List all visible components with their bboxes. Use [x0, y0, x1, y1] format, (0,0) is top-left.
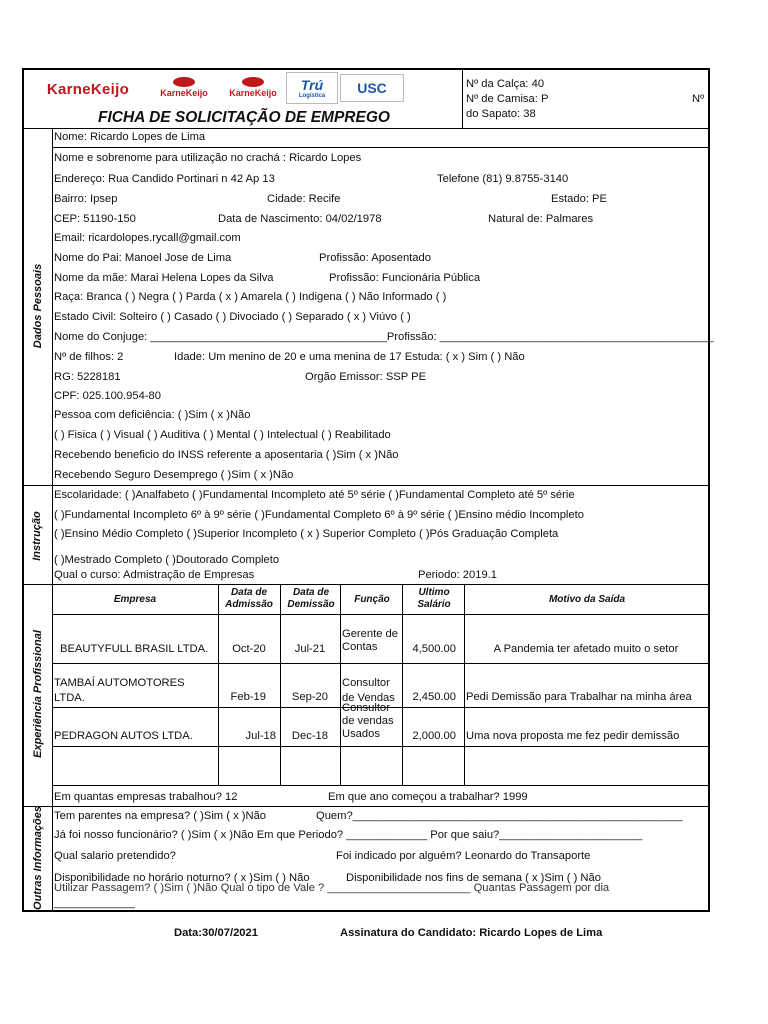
edu-periodo: Periodo: 2019.1: [418, 569, 497, 581]
other-passagem: Utilizar Passagem? ( )Sim ( )Não Qual o tipo de Vale ? _______________________ Quantas Passagem por dia: [54, 882, 610, 894]
section-label-column-line: [52, 128, 53, 910]
sapato-size: do Sapato: 38: [466, 108, 536, 120]
camisa-size: Nº de Camisa: P: [466, 93, 549, 105]
exp-row3-empresa: PEDRAGON AUTOS LTDA.: [54, 730, 193, 742]
other-indicado: Foi indicado por alguém? Leonardo do Transaporte: [336, 850, 591, 862]
exp-row1-admissao: Oct-20: [232, 643, 266, 655]
usc-logo: USC: [340, 74, 404, 102]
exp-col-line-3: [340, 584, 341, 785]
exp-header-empresa: Empresa: [113, 594, 157, 605]
field-natural: Natural de: Palmares: [488, 213, 594, 225]
exp-row1-motivo: A Pandemia ter afetado muito o setor: [493, 643, 679, 655]
exp-row2-salario: 2,450.00: [412, 691, 456, 703]
form-right-border: [708, 68, 710, 912]
field-pai: Nome do Pai: Manoel Jose de Lima: [54, 252, 232, 264]
footer-assinatura: Assinatura do Candidato: Ricardo Lopes de Lima: [340, 927, 603, 939]
field-telefone: Telefone (81) 9.8755-3140: [437, 173, 569, 185]
instrucao-section-end: [22, 584, 710, 585]
exp-section-end: [22, 806, 710, 807]
form-top-border: [22, 68, 710, 70]
field-profissao-mae: Profissão: Funcionária Pública: [329, 272, 481, 284]
calca-size: Nº da Calça: 40: [466, 78, 545, 90]
header-divider: [462, 68, 463, 128]
other-fins-semana: Disponibilidade nos fins de semana ( x )Sim ( ) Não: [346, 872, 601, 884]
field-cidade: Cidade: Recife: [267, 193, 341, 205]
field-estado-civil: Estado Civil: Solteiro ( ) Casado ( ) Divociado ( ) Separado ( x ) Viúvo ( ): [54, 311, 411, 323]
karnekeijo-emblem-icon: [242, 77, 264, 87]
section-label-dados: Dados Pessoais: [32, 263, 44, 349]
field-tipos-deficiencia: ( ) Fisica ( ) Visual ( ) Auditiva ( ) Mental ( ) Intelectual ( ) Reabilitado: [54, 429, 391, 441]
form-title: FICHA DE SOLICITAÇÃO DE EMPREGO: [98, 109, 390, 126]
exp-row3-salario: 2,000.00: [412, 730, 456, 742]
karnekeijo-logistica-logo: KarneKeijo: [150, 72, 218, 102]
field-mae: Nome da mãe: Marai Helena Lopes da Silva: [54, 272, 274, 284]
exp-row3-motivo: Uma nova proposta me fez pedir demissão: [466, 730, 680, 742]
edu-line-3: ( )Ensino Médio Completo ( )Superior Incompleto ( x ) Superior Completo ( )Pós Graduação Completa: [54, 528, 559, 540]
other-quem: Quem?_____________________________________________________: [316, 810, 683, 822]
field-estado: Estado: PE: [551, 193, 607, 205]
field-idade: Idade: Um menino de 20 e uma menina de 17 Estuda: ( x ) Sim ( ) Não: [174, 351, 525, 363]
other-parentes: Tem parentes na empresa? ( )Sim ( x )Não: [54, 810, 267, 822]
edu-line-1: Escolaridade: ( )Analfabeto ( )Fundamental Incompleto até 5º série ( )Fundamental Completo até 5º série: [54, 489, 575, 501]
exp-row3-admissao: Jul-18: [245, 730, 276, 742]
exp-header-admissao: Data de Admissão: [225, 587, 273, 610]
exp-row4-line: [52, 785, 708, 786]
exp-row2-admissao: Feb-19: [230, 691, 266, 703]
field-seguro: Recebendo Seguro Desemprego ( )Sim ( x )Não: [54, 469, 294, 481]
karnekeijo-logo: KarneKeijo: [46, 80, 130, 98]
header-bottom-line: [22, 128, 710, 129]
exp-row3-demissao: Dec-18: [291, 730, 328, 742]
exp-col-line-1: [218, 584, 219, 785]
tru-logistica-logo: Trú Logística: [286, 72, 338, 104]
exp-ano-inicio: Em que ano começou a trabalhar? 1999: [328, 791, 528, 803]
field-conjuge: Nome do Conjuge: ______________________________________Profissão: ____________________________________________: [54, 331, 714, 343]
exp-row2-motivo: Pedi Demissão para Trabalhar na minha área: [466, 691, 692, 703]
field-bairro: Bairro: Ipsep: [54, 193, 118, 205]
field-nome: Nome: Ricardo Lopes de Lima: [54, 131, 206, 143]
exp-row1-funcao: Gerente de Contas: [342, 628, 398, 653]
exp-row1-salario: 4,500.00: [412, 643, 456, 655]
exp-row1-demissao: Jul-21: [294, 643, 326, 655]
dados-section-end: [22, 485, 710, 486]
exp-quantas-empresas: Em quantas empresas trabalhou? 12: [54, 791, 238, 803]
field-rg: RG: 5228181: [54, 371, 121, 383]
edu-line-2: ( )Fundamental Incompleto 6º à 9º série ( )Fundamental Completo 6º à 9º série ( )Ensino médio Incompleto: [54, 509, 584, 521]
field-deficiencia: Pessoa com deficiência: ( )Sim ( x )Não: [54, 409, 251, 421]
exp-header-line: [52, 614, 708, 615]
exp-row2-demissao: Sep-20: [291, 691, 328, 703]
field-nascimento: Data de Nascimento: 04/02/1978: [218, 213, 382, 225]
exp-row1-line: [52, 663, 708, 664]
form-bottom-border: [22, 910, 710, 912]
field-inss: Recebendo beneficio do INSS referente a aposentaria ( )Sim ( x )Não: [54, 449, 399, 461]
exp-row2-empresa: TAMBAÍ AUTOMOTORES LTDA.: [54, 677, 185, 704]
header-no-label: Nº: [692, 93, 705, 105]
other-funcionario: Já foi nosso funcionário? ( )Sim ( x )Não Em que Periodo? _____________ Por que saiu?_______________________: [54, 829, 643, 841]
exp-header-funcao: Função: [354, 594, 390, 605]
exp-header-salario: Ultimo Salário: [417, 587, 451, 610]
karnekeijo-food-logo: KarneKeijo: [222, 72, 284, 102]
exp-col-line-2: [280, 584, 281, 785]
section-label-instrucao: Instrução: [31, 511, 43, 561]
field-email: Email: ricardolopes.rycall@gmail.com: [54, 232, 241, 244]
form-left-border: [22, 68, 24, 912]
karnekeijo-emblem-icon: [173, 77, 195, 87]
section-label-experiencia: Experiência Profissional: [32, 630, 44, 758]
field-orgao: Orgão Emissor: SSP PE: [305, 371, 427, 383]
exp-col-line-5: [464, 584, 465, 785]
field-raca: Raça: Branca ( ) Negra ( ) Parda ( x ) Amarela ( ) Indigena ( ) Não Informado ( ): [54, 291, 447, 303]
name-row-line: [52, 147, 708, 148]
field-filhos: Nº de filhos: 2: [54, 351, 124, 363]
exp-header-demissao: Data de Demissão: [287, 587, 335, 610]
exp-col-line-4: [402, 584, 403, 785]
field-profissao-pai: Profissão: Aposentado: [319, 252, 431, 264]
field-cpf: CPF: 025.100.954-80: [54, 390, 161, 402]
other-salario-pretendido: Qual salario pretendido?: [54, 850, 176, 862]
exp-row3-funcao: Consultor de vendas Usados: [342, 702, 394, 740]
edu-curso: Qual o curso: Admistração de Empresas: [54, 569, 255, 581]
field-endereco: Endereço: Rua Candido Portinari n 42 Ap 13: [54, 173, 275, 185]
exp-row3-line: [52, 746, 708, 747]
field-cep: CEP: 51190-150: [54, 213, 136, 225]
exp-row2-funcao: Consultor de Vendas: [342, 677, 395, 704]
exp-row1-empresa: BEAUTYFULL BRASIL LTDA.: [60, 643, 209, 655]
exp-header-motivo: Motivo da Saída: [548, 594, 626, 605]
other-noturno: Disponibilidade no horário noturno? ( x )Sim ( ) Não: [54, 872, 310, 884]
footer-data: Data:30/07/2021: [174, 927, 258, 939]
other-passagem-line: _____________: [54, 897, 135, 909]
field-cracha: Nome e sobrenome para utilização no crachá : Ricardo Lopes: [54, 152, 362, 164]
section-label-outras: Outras Informações: [32, 806, 44, 910]
edu-line-4: ( )Mestrado Completo ( )Doutorado Completo: [54, 554, 280, 566]
